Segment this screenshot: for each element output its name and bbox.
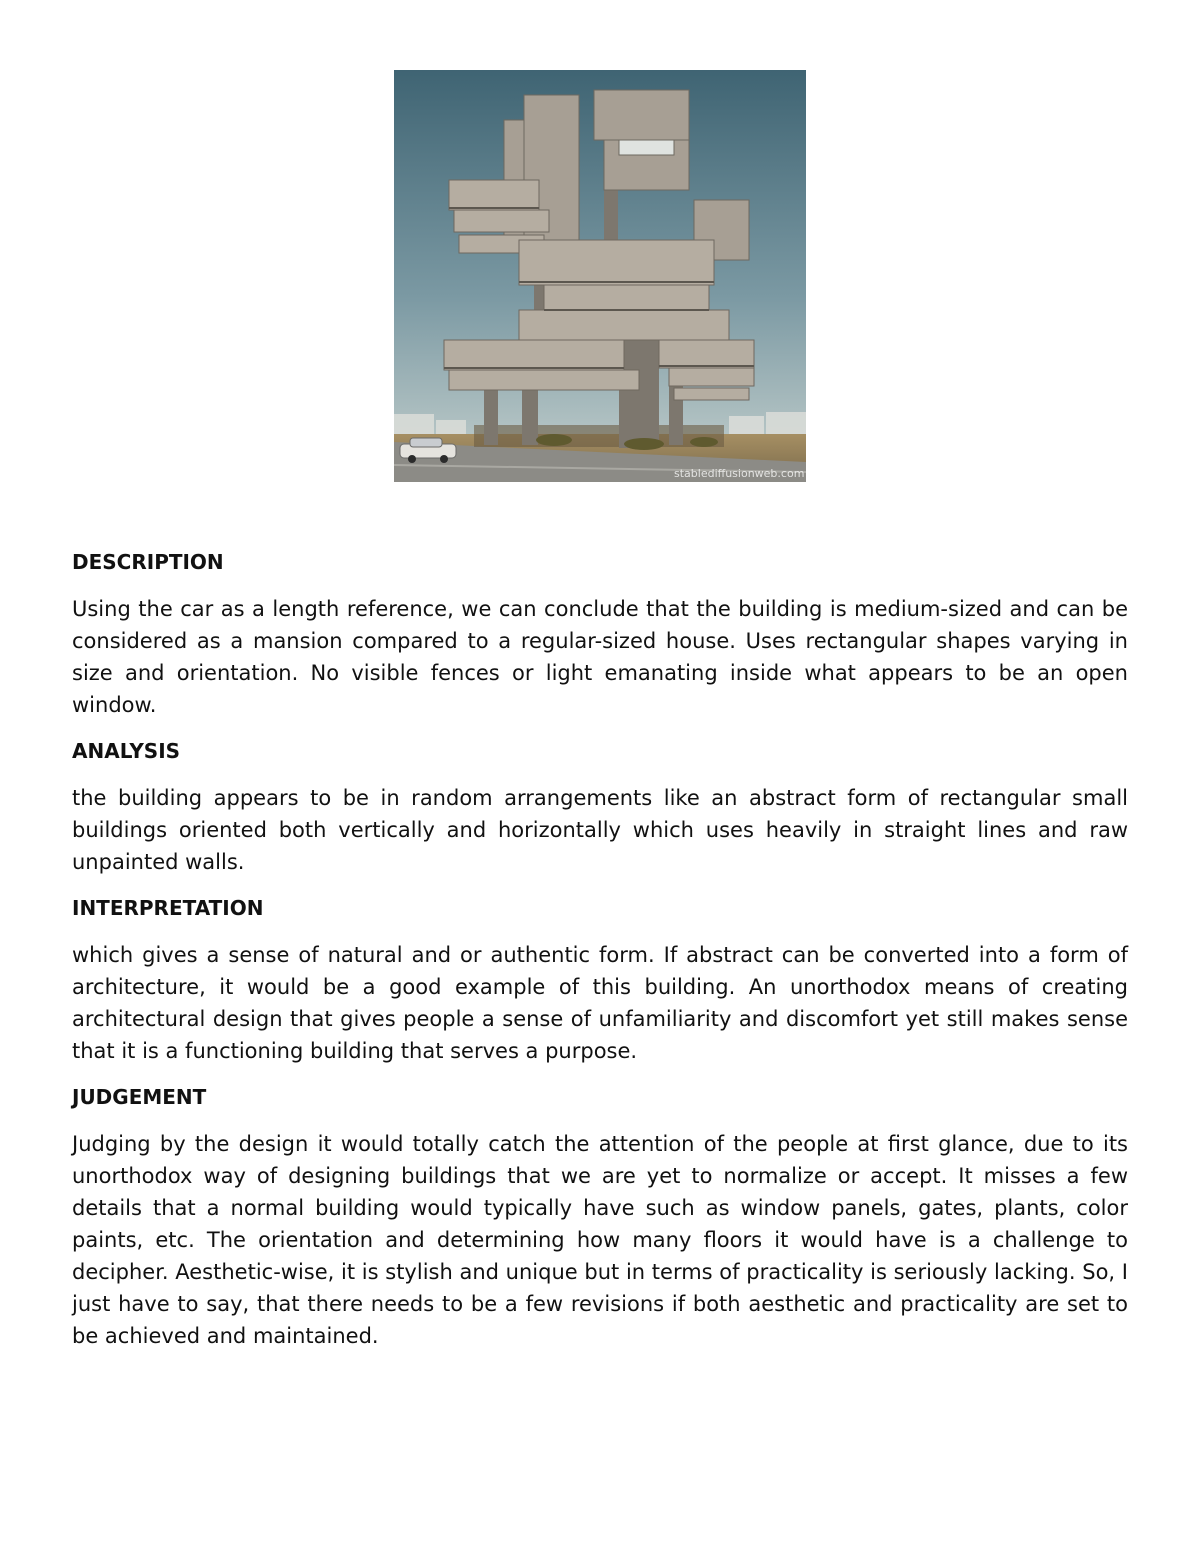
watermark-text: stablediffusionweb.com — [674, 467, 805, 480]
section-heading-description: DESCRIPTION — [72, 550, 224, 574]
building-photo — [394, 70, 806, 482]
section-text-judgement: Judging by the design it would totally catch the attention of the people at first glance, due to its unorthodox way of designing buildings that we are yet to normalize or accept. It misses a few details that a normal building would typically have such as window panels, gates, plants, color paints, etc. The orientation and determining how many floors it would have is a challenge to decipher. Aesthetic-wise, it is stylish and unique but in terms of practicality is seriously lacking. So, I just have to say, that there needs to be a few revisions if both aesthetic and practicality are set to be achieved and maintained. — [72, 1132, 1128, 1348]
section-text-description: Using the car as a length reference, we can conclude that the building is medium-sized and can be considered as a mansion compared to a regular-sized house. Uses rectangular shapes varying in size and orientation. No visible fences or light emanating inside what appears to be an open window. — [72, 597, 1128, 717]
document-body — [72, 546, 1128, 1366]
section-heading-analysis: ANALYSIS — [72, 739, 181, 763]
section-heading-judgement: JUDGEMENT — [72, 1085, 207, 1109]
section-text-analysis: the building appears to be in random arrangements like an abstract form of rectangular small buildings oriented both vertically and horizontally which uses heavily in straight lines and raw unpainted walls. — [72, 786, 1128, 874]
section-text-interpretation: which gives a sense of natural and or authentic form. If abstract can be converted into a form of architecture, it would be a good example of this building. An unorthodox means of creating architectural design that gives people a sense of unfamiliarity and discomfort yet still makes sense that it is a functioning building that serves a purpose. — [72, 943, 1128, 1063]
section-heading-interpretation: INTERPRETATION — [72, 896, 264, 920]
